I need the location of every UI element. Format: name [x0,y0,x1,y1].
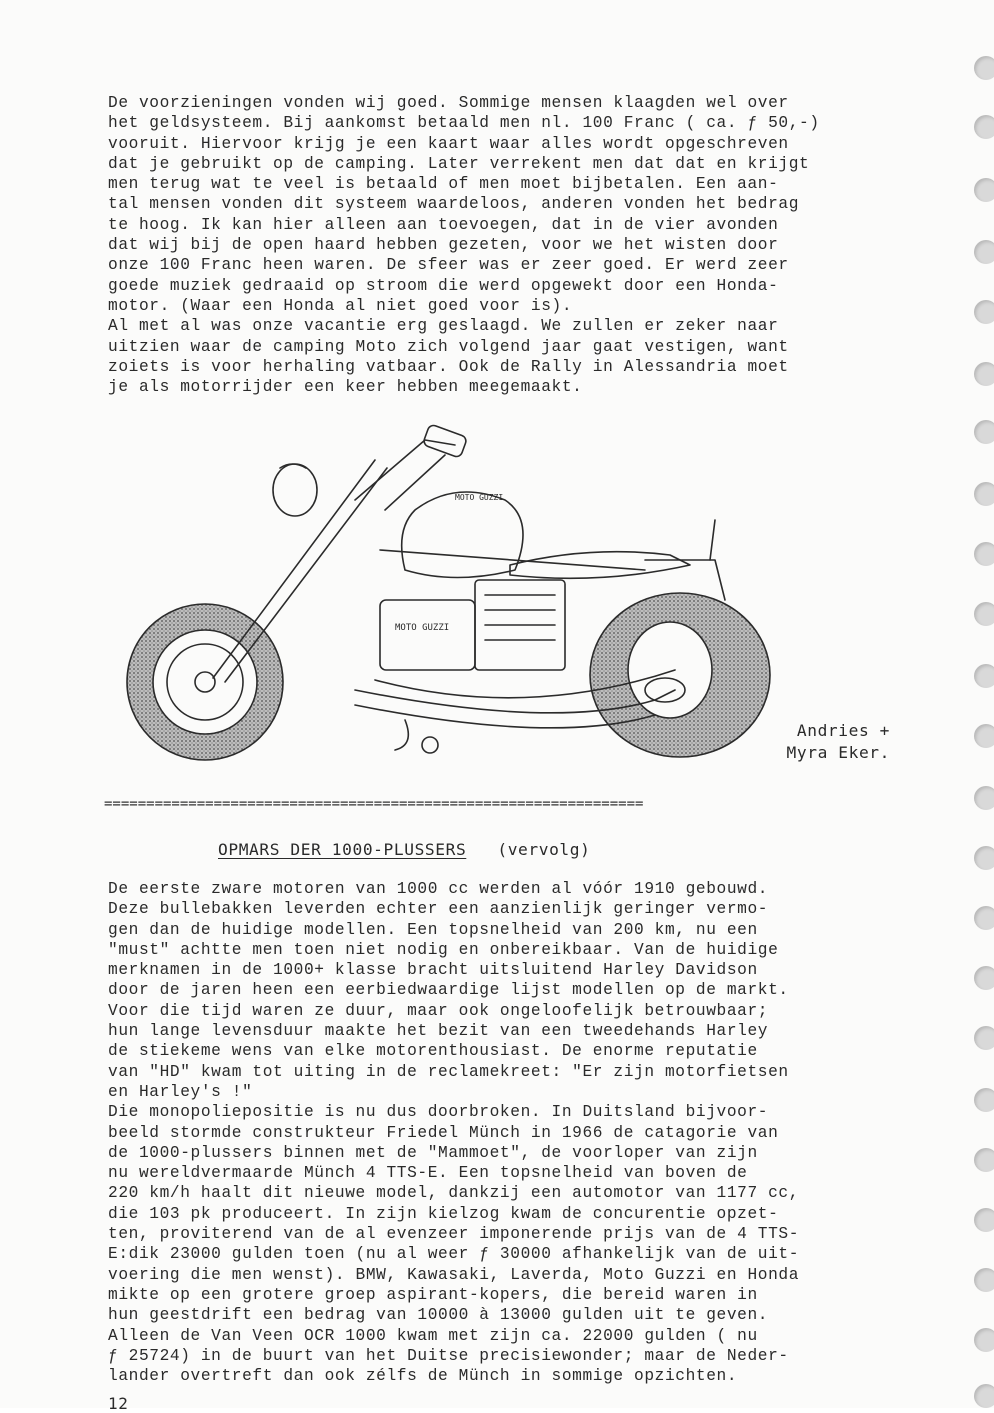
binder-hole [974,1088,994,1112]
svg-text:MOTO GUZZI: MOTO GUZZI [395,623,450,633]
text-line: het geldsysteem. Bij aankomst betaald men nl. 100 Franc ( ca. ƒ 50,-) [108,114,820,133]
text-line: tal mensen vonden dit systeem waardeloos, anderen vonden het bedrag [108,195,800,214]
text-line: de stiekeme wens van elke motorenthousiast. De enorme reputatie [108,1042,758,1061]
paragraph-1000-plussers [108,879,948,1386]
binder-hole [974,724,994,748]
paragraph-vacation [108,93,948,397]
text-line: uitzien waar de camping Moto zich volgend jaar gaat vestigen, want [108,337,789,356]
text-line: van "HD" kwam tot uiting in de reclamekreet: "Er zijn motorfietsen [108,1062,789,1081]
text-line: dat je gebruikt op de camping. Later verrekent men dat dat en krijgt [108,154,810,173]
text-line: gen dan de huidige modellen. Een topsnelheid van 200 km, nu een [108,920,758,939]
tank-label: MOTO GUZZI [455,493,504,502]
text-line: Die monopoliepositie is nu dus doorbroken. In Duitsland bijvoor- [108,1103,769,1122]
text-line: hun geestdrift een bedrag van 10000 à 13000 gulden uit te geven. [108,1306,769,1325]
binder-hole [974,1148,994,1172]
section-heading [218,840,590,859]
binder-hole [974,178,994,202]
text-line: motor. (Waar een Honda al niet goed voor is). [108,296,573,315]
motorcycle-drawing [125,420,785,780]
text-line: Deze bullebakken leverden echter een aanzienlijk geringer vermo- [108,900,769,919]
text-line: te hoog. Ik kan hier alleen aan toevoegen, dat in de vier avonden [108,215,779,234]
binder-hole [974,542,994,566]
text-line: dat wij bij de open haard hebben gezeten, voor we het wisten door [108,236,779,255]
text-line: men terug wat te veel is betaald of men moet bijbetalen. Een aan- [108,175,779,194]
text-line: door de jaren heen een eerbiedwaardige lijst modellen op de markt. [108,981,789,1000]
text-line: zoiets is voor herhaling vatbaar. Ook de Rally in Alessandria moet [108,357,789,376]
text-line: De eerste zware motoren van 1000 cc werden al vóór 1910 gebouwd. [108,880,769,898]
section-separator: ================================================================ [104,796,644,812]
text-line: Alleen de Van Veen OCR 1000 kwam met zijn ca. 22000 gulden ( nu [108,1326,758,1345]
binder-hole [974,1384,994,1408]
text-line: De voorzieningen vonden wij goed. Sommige mensen klaagden wel over [108,94,789,112]
binder-hole [974,482,994,506]
text-line: ƒ 25724) in de buurt van het Duitse precisiewonder; maar de Neder- [108,1346,789,1365]
text-line: Voor die tijd waren ze duur, maar ook ongeloofelijk betrouwbaar; [108,1001,769,1020]
text-line: Al met al was onze vacantie erg geslaagd. We zullen er zeker naar [108,317,779,336]
binder-hole [974,56,994,80]
text-line: mikte op een grotere groep aspirant-kopers, die bereid waren in [108,1285,758,1304]
text-line: beeld stormde construkteur Friedel Münch in 1966 de catagorie van [108,1123,779,1142]
text-line: voering die men wenst). BMW, Kawasaki, Laverda, Moto Guzzi en Honda [108,1265,800,1284]
binder-hole [974,1268,994,1292]
binder-hole [974,1026,994,1050]
text-line: onze 100 Franc heen waren. De sfeer was er zeer goed. Er werd zeer [108,256,789,275]
binder-hole [974,906,994,930]
text-line: nu wereldvermaarde Münch 4 TTS-E. Een topsnelheid van boven de [108,1164,748,1183]
binder-hole [974,240,994,264]
text-line: de 1000-plussers binnen met de "Mammoet", de voorloper van zijn [108,1143,758,1162]
text-line: vooruit. Hiervoor krijg je een kaart waar alles wordt opgeschreven [108,134,789,153]
binder-hole [974,966,994,990]
binder-hole [974,115,994,139]
text-line: en Harley's !" [108,1082,253,1101]
binder-holes [964,0,994,1408]
text-line: hun lange levensduur maakte het bezit van een tweedehands Harley [108,1022,769,1041]
text-line: E:dik 23000 gulden toen (nu al weer ƒ 30000 afhankelijk van de uit- [108,1245,800,1264]
binder-hole [974,1328,994,1352]
text-line: lander overtreft dan ook zélfs de Münch in sommige opzichten. [108,1367,738,1386]
binder-hole [974,602,994,626]
text-line: ten, proviterend van de al evenzeer imponerende prijs van de 4 TTS- [108,1225,800,1244]
signature-line-2: Myra Eker. [786,743,890,762]
section-title-suffix: (vervolg) [497,840,591,859]
section-title: OPMARS DER 1000-PLUSSERS [218,840,467,859]
text-line: 220 km/h haalt dit nieuwe model, dankzij een automotor van 1177 cc, [108,1184,800,1203]
binder-hole [974,420,994,444]
binder-hole [974,362,994,386]
binder-hole [974,846,994,870]
text-line: merknamen in de 1000+ klasse bracht uitsluitend Harley Davidson [108,961,758,980]
text-line: goede muziek gedraaid op stroom die werd opgewekt door een Honda- [108,276,779,295]
page-number: 12 [108,1394,129,1413]
binder-hole [974,664,994,688]
binder-hole [974,786,994,810]
binder-hole [974,1208,994,1232]
author-signature [740,720,890,764]
text-line: "must" achtte men toen niet nodig en onbereikbaar. Van de huidige [108,940,779,959]
binder-hole [974,300,994,324]
signature-line-1: Andries + [796,721,890,740]
text-line: die 103 pk produceert. In zijn kielzog kwam de concurentie opzet- [108,1204,779,1223]
text-line: je als motorrijder een keer hebben meegemaakt. [108,378,583,397]
